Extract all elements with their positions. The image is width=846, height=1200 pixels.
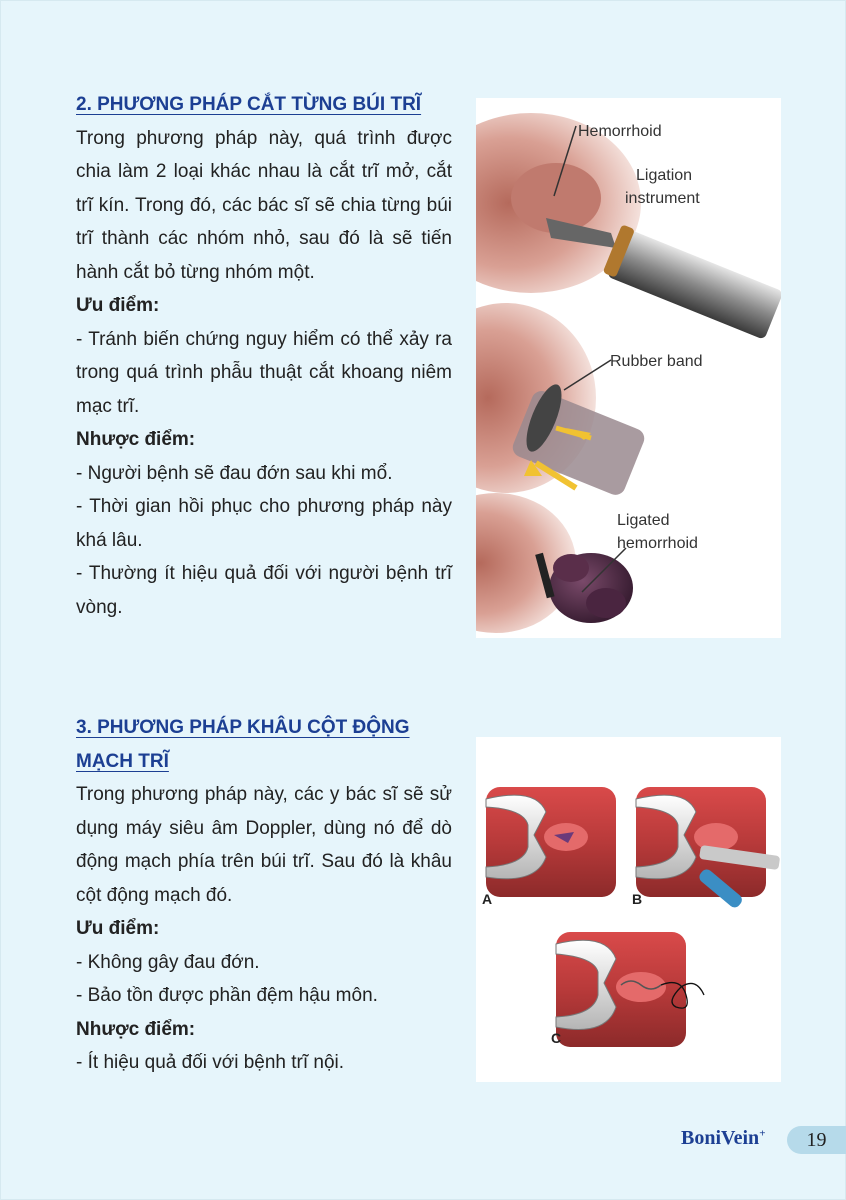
- rubber-band-ligation-figure: [476, 98, 781, 638]
- label-ligated-1: Ligated: [617, 512, 670, 529]
- section-3-pros-item: - Bảo tồn được phần đệm hậu môn.: [76, 985, 378, 1006]
- label-ligation-1: Ligation: [636, 167, 693, 184]
- label-ligated-2: hemorrhoid: [617, 535, 698, 552]
- label-ligation-2: instrument: [625, 190, 700, 207]
- section-3-heading-line1: 3. PHƯƠNG PHÁP KHÂU CỘT ĐỘNG: [76, 717, 410, 738]
- brand-mark: +: [759, 1127, 766, 1140]
- section-3-pros-label: Ưu điểm:: [76, 918, 160, 939]
- section-3-heading-line2: MẠCH TRĨ: [76, 750, 169, 772]
- ligated-hemorrhoid-panel-illustration: [476, 493, 633, 633]
- panel-b-label: B: [632, 891, 643, 907]
- panel-a-label: A: [482, 891, 493, 907]
- section-2-pros-item: - Tránh biến chứng nguy hiểm có thể xảy ra trong quá trình phẫu thuật cắt khoang niêm mạc trĩ.: [76, 328, 452, 417]
- page-number: 19: [787, 1126, 846, 1154]
- section-2-cons-item: - Người bệnh sẽ đau đớn sau khi mổ.: [76, 462, 393, 484]
- section-2-cons-label: Nhược điểm:: [76, 429, 196, 450]
- section-3-cons-label: Nhược điểm:: [76, 1018, 196, 1040]
- section-2-intro: Trong phương pháp này, quá trình được chia làm 2 loại khác nhau là cắt trĩ mở, cắt trĩ kín. Trong đó, các bác sĩ sẽ chia từng búi trĩ thành các nhóm nhỏ, sau đó là sẽ tiến hành cắt bỏ từng nhóm một.: [76, 127, 452, 283]
- brand-logo: [681, 1127, 765, 1150]
- panel-c-illustration: [556, 932, 704, 1047]
- rubber-band-panel-illustration: [476, 303, 647, 498]
- panel-c-label: C: [551, 1030, 562, 1046]
- section-2: [76, 88, 452, 624]
- label-hemorrhoid: Hemorrhoid: [578, 123, 662, 140]
- label-rubber-band: Rubber band: [610, 353, 703, 370]
- panel-b-illustration: [636, 787, 780, 910]
- section-2-pros-label: Ưu điểm:: [76, 295, 160, 316]
- section-3-cons-item: - Ít hiệu quả đối với bệnh trĩ nội.: [76, 1052, 345, 1073]
- section-2-cons-item: - Thời gian hồi phục cho phương pháp này khá lâu.: [76, 496, 452, 551]
- section-3-heading: [76, 711, 452, 778]
- artery-ligation-figure: [476, 737, 781, 1082]
- section-2-heading: 2. PHƯƠNG PHÁP CẮT TỪNG BÚI TRĨ: [76, 94, 422, 115]
- section-3-pros-item: - Không gây đau đớn.: [76, 951, 260, 973]
- brand-name: BoniVein: [681, 1127, 760, 1149]
- panel-a-illustration: [486, 787, 616, 897]
- section-2-cons-item: - Thường ít hiệu quả đối với người bệnh trĩ vòng.: [76, 563, 452, 618]
- section-3-intro: Trong phương pháp này, các y bác sĩ sẽ sử dụng máy siêu âm Doppler, dùng nó để dò động mạch phía trên búi trĩ. Sau đó là khâu cột động mạch đó.: [76, 784, 452, 906]
- section-3: [76, 711, 452, 1080]
